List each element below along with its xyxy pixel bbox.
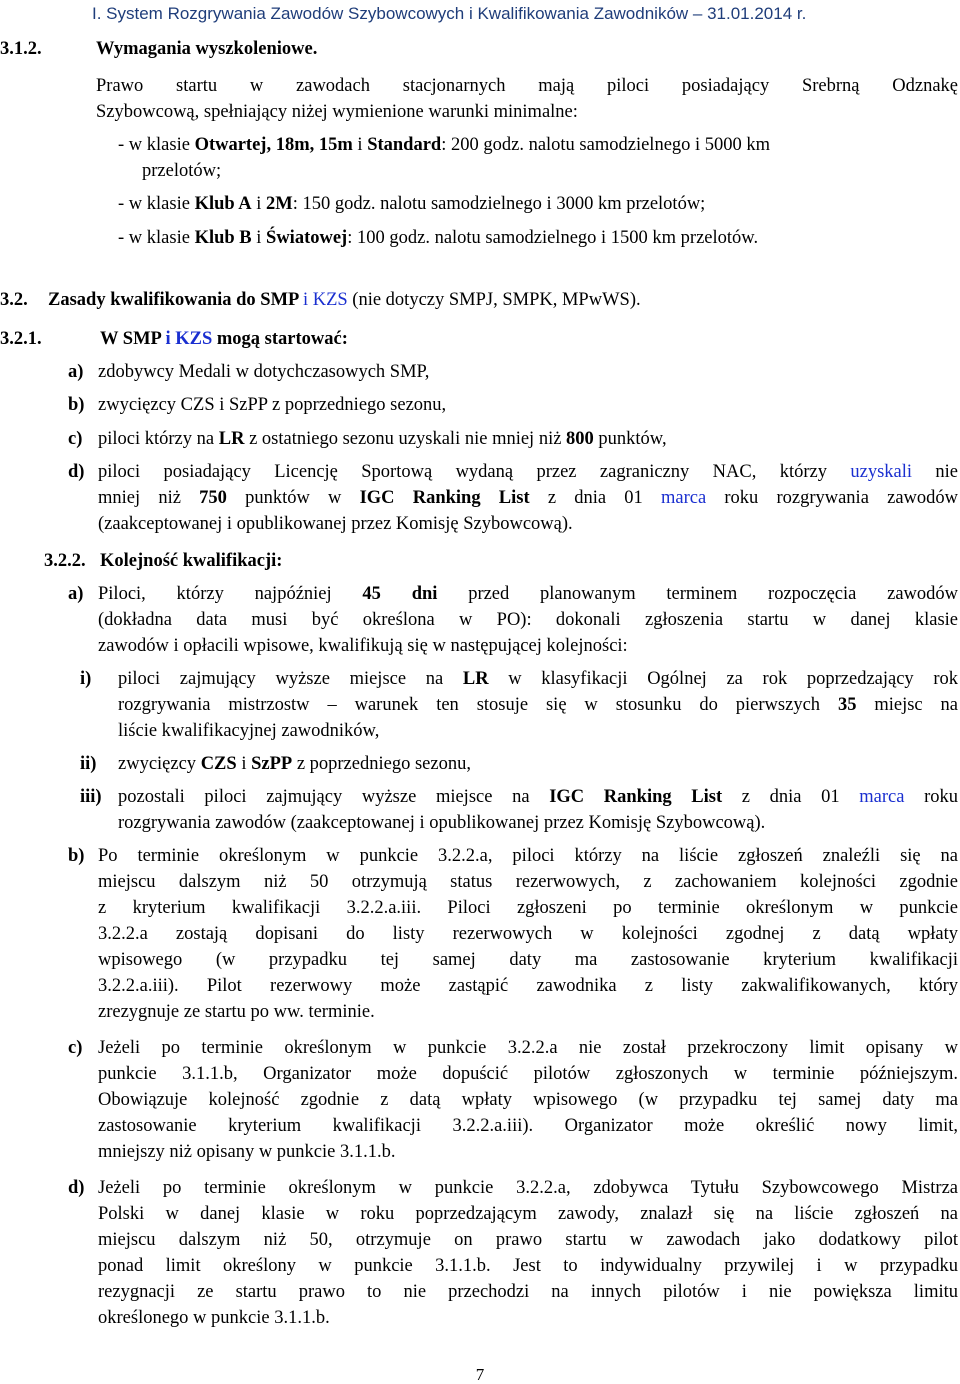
sublist-label: ii) [80,754,97,774]
list-item-cont: miejscu dalszym niż 50, otrzymuje on prawo startu w zawodach jako dodatkowy pilot [98,1230,958,1250]
sublist-item: zwycięzcy CZS i SzPP z poprzedniego sezonu, [118,754,471,774]
sublist-label: i) [80,669,92,689]
list-label: b) [68,846,85,866]
sublist-item-cont: rozgrywania zawodów (zaakceptowanej i opublikowanej przez Komisję Szybowcową). [118,813,766,833]
list-item-cont: zawodów i opłacili wpisowe, kwalifikują się w następującej kolejności: [98,636,628,656]
section-number-3-2-2: 3.2.2. [44,551,86,571]
list-item-cont: 3.2.2.a zostają dopisani do listy rezerwowych w kolejności zgodnej z datą wpłaty [98,924,958,944]
section-number-3-2-1: 3.2.1. [0,329,42,349]
list-item-cont: określonego w punkcie 3.1.1.b. [98,1308,330,1328]
list-label: d) [68,462,85,482]
list-item: zdobywcy Medali w dotychczasowych SMP, [98,362,430,382]
list-item-cont: Obowiązuje kolejność zgodnie z datą wpłaty wpisowego (w przypadku tej samej daty ma [98,1090,958,1110]
list-item: piloci którzy na LR z ostatniego sezonu uzyskali nie mniej niż 800 punktów, [98,429,667,449]
list-item-cont: ponad limit określony w punkcie 3.1.1.b. Jest to indywidualny przywilej i w przypadku [98,1256,958,1276]
section-heading-3-1-2: Wymagania wyszkoleniowe. [96,39,318,59]
list-item-cont: z kryterium kwalifikacji 3.2.2.a.iii. Piloci zgłoszeni po terminie określonym w punkcie [98,898,958,918]
list-item-cont: zastosowanie kryterium kwalifikacji 3.2.2.a.iii). Organizator może określić nowy limit, [98,1116,958,1136]
list-item-cont: (zaakceptowanej i opublikowanej przez Komisję Szybowcową). [98,514,573,534]
requirement-club-a: - w klasie Klub A i 2M: 150 godz. nalotu samodzielnego i 3000 km przelotów; [118,194,706,214]
list-label: d) [68,1178,85,1198]
running-header: I. System Rozgrywania Zawodów Szybowcowych i Kwalifikowania Zawodników – 31.01.2014 r. [92,4,807,23]
list-item-cont: zrezygnuje ze startu po ww. terminie. [98,1002,375,1022]
list-item-cont: mniejszy niż opisany w punkcie 3.1.1.b. [98,1142,396,1162]
sublist-item: pozostali piloci zajmujący wyższe miejsce na IGC Ranking List z dnia 01 marca roku [118,787,958,807]
list-item: Po terminie określonym w punkcie 3.2.2.a, piloci którzy na liście zgłoszeń znaleźli się na [98,846,958,866]
list-item-cont: miejscu dalszym niż 50 otrzymują status rezerwowych, z zachowaniem kolejności zgodnie [98,872,958,892]
list-item: Jeżeli po terminie określonym w punkcie 3.2.2.a, zdobywca Tytułu Szybowcowego Mistrza [98,1178,958,1198]
requirement-open-class-cont: przelotów; [142,161,222,181]
list-label: c) [68,429,83,449]
paragraph-line: Prawo startu w zawodach stacjonarnych mają piloci posiadający Srebrną Odznakę [96,76,958,96]
section-number-3-2: 3.2. [0,290,28,310]
list-item-cont: (dokładna data musi być określona w PO): dokonali zgłoszenia startu w danej klasie [98,610,958,630]
section-number-3-1-2: 3.1.2. [0,39,42,59]
list-label: c) [68,1038,83,1058]
section-heading-3-2-2: Kolejność kwalifikacji: [100,551,283,571]
list-item-cont: 3.2.2.a.iii). Pilot rezerwowy może zastąpić zawodnika z listy zakwalifikowanych, który [98,976,958,996]
sublist-item-cont: rozgrywania mistrzostw – warunek ten stosuje się w stosunku do pierwszych 35 miejsc na [118,695,958,715]
list-label: b) [68,395,85,415]
page-number: 7 [475,1365,485,1384]
list-item: Piloci, którzy najpóźniej 45 dni przed planowanym terminem rozpoczęcia zawodów [98,584,959,604]
list-item: Jeżeli po terminie określonym w punkcie 3.2.2.a nie został przekroczony limit opisany w [98,1038,958,1058]
section-heading-3-2: Zasady kwalifikowania do SMP i KZS (nie dotyczy SMPJ, SMPK, MPwWS). [48,290,641,310]
list-item-cont: wpisowego (w przypadku tej samej daty ma zastosowanie kryterium kwalifikacji [98,950,958,970]
list-item-cont: punkcie 3.1.1.b, Organizator może dopuścić pilotów zgłoszonych w terminie późniejszym. [98,1064,958,1084]
list-item-cont: Polski w danej klasie w roku poprzedzającym zawody, znalazł się na liście zgłoszeń na [98,1204,958,1224]
paragraph-line: Szybowcową, spełniający niżej wymienione warunki minimalne: [96,102,578,122]
sublist-item: piloci zajmujący wyższe miejsce na LR w klasyfikacji Ogólnej za rok poprzedzający rok [118,669,959,689]
section-heading-3-2-1: W SMP i KZS mogą startować: [100,329,348,349]
list-item: piloci posiadający Licencję Sportową wydaną przez zagraniczny NAC, którzy uzyskali nie [98,462,958,482]
sublist-label: iii) [80,787,102,807]
list-item-cont: rezygnacji ze startu prawo to nie przechodzi na innych pilotów i nie powiększa limitu [98,1282,958,1302]
list-label: a) [68,584,84,604]
list-item: zwycięzcy CZS i SzPP z poprzedniego sezonu, [98,395,447,415]
requirement-club-b: - w klasie Klub B i Światowej: 100 godz. nalotu samodzielnego i 1500 km przelotów. [118,228,759,248]
list-label: a) [68,362,84,382]
requirement-open-class: - w klasie Otwartej, 18m, 15m i Standard: 200 godz. nalotu samodzielnego i 5000 km [118,135,771,155]
list-item-cont: mniej niż 750 punktów w IGC Ranking List z dnia 01 marca roku rozgrywania zawodów [98,488,958,508]
sublist-item-cont: liście kwalifikacyjnej zawodników, [118,721,380,741]
